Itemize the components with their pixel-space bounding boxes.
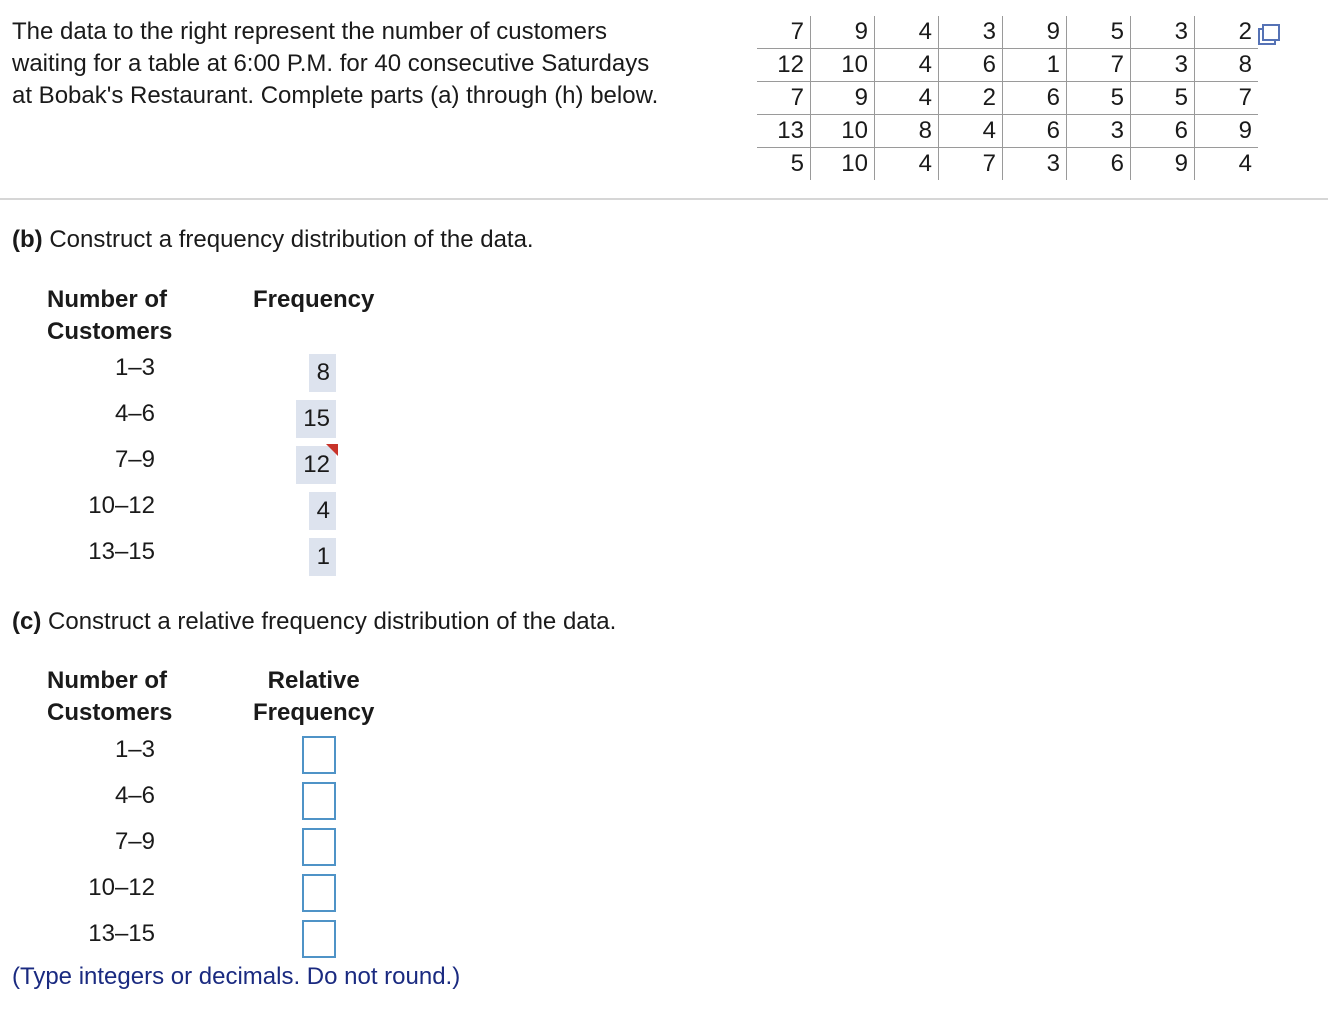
data-cell: 6 (1003, 82, 1067, 115)
frequency-answer-box[interactable] (296, 446, 336, 484)
data-cell: 10 (811, 49, 875, 82)
data-cell: 4 (875, 49, 939, 82)
frequency-range-label: 4–6 (114, 400, 155, 427)
data-cell: 9 (811, 16, 875, 49)
data-cell: 6 (1067, 148, 1131, 181)
part-c-heading (12, 607, 616, 637)
data-cell: 7 (757, 82, 811, 115)
relative-frequency-input[interactable] (302, 782, 336, 820)
part-b-label: (b) (12, 226, 43, 253)
part-c-col-relative-line1: Relative (267, 667, 360, 694)
data-cell: 7 (939, 148, 1003, 181)
data-cell: 3 (939, 16, 1003, 49)
data-cell: 12 (757, 49, 811, 82)
data-row (757, 115, 1258, 148)
part-b-text: Construct a frequency distribution of the data. (42, 226, 534, 253)
question-intro: The data to the right represent the number of customers waiting for a table at 6:00 P.M. for 40 consecutive Saturdays at Bobak's Restaurant. Complete parts (a) through (h) below. (12, 18, 659, 109)
data-cell: 3 (1067, 115, 1131, 148)
data-cell: 9 (811, 82, 875, 115)
data-cell: 5 (1131, 82, 1195, 115)
relative-frequency-input[interactable] (302, 736, 336, 774)
data-cell: 6 (1131, 115, 1195, 148)
relative-frequency-range-label: 7–9 (114, 828, 155, 855)
data-cell: 3 (1131, 16, 1195, 49)
data-cell: 7 (1195, 82, 1259, 115)
data-cell: 1 (1003, 49, 1067, 82)
section-divider (0, 198, 1328, 200)
data-cell: 4 (875, 148, 939, 181)
frequency-value: 4 (316, 497, 330, 524)
relative-frequency-range-label: 10–12 (88, 874, 155, 901)
part-b-heading (12, 225, 534, 255)
data-cell: 4 (1195, 148, 1259, 181)
data-cell: 9 (1003, 16, 1067, 49)
relative-frequency-input[interactable] (302, 874, 336, 912)
frequency-answer-box[interactable] (296, 400, 336, 438)
data-cell: 8 (1195, 49, 1259, 82)
part-b-col-customers-line2: Customers (47, 318, 173, 345)
frequency-value: 15 (303, 405, 330, 432)
part-b-col-customers-line1: Number of (47, 286, 167, 313)
data-cell: 5 (1067, 16, 1131, 49)
relative-frequency-range-label: 4–6 (114, 782, 155, 809)
frequency-value: 8 (316, 359, 330, 386)
relative-frequency-range-label: 1–3 (114, 736, 155, 763)
part-c-col-relative-line2: Frequency (253, 699, 375, 726)
data-cell: 6 (1003, 115, 1067, 148)
data-cell: 13 (757, 115, 811, 148)
data-cell: 4 (875, 16, 939, 49)
relative-frequency-range-label: 13–15 (88, 920, 155, 947)
data-cell: 7 (757, 16, 811, 49)
data-cell: 10 (811, 115, 875, 148)
part-b-col-customers (47, 284, 172, 348)
frequency-range-label: 13–15 (88, 538, 155, 565)
part-c-col-customers-line1: Number of (47, 667, 167, 694)
part-b-col-frequency: Frequency (253, 286, 375, 313)
frequency-value: 12 (303, 451, 330, 478)
data-cell: 7 (1067, 49, 1131, 82)
data-table (757, 16, 1258, 180)
part-c-label: (c) (12, 608, 42, 635)
data-cell: 4 (939, 115, 1003, 148)
data-row (757, 148, 1258, 181)
data-row (757, 16, 1258, 49)
data-cell: 3 (1003, 148, 1067, 181)
data-cell: 9 (1131, 148, 1195, 181)
data-cell: 5 (790, 150, 804, 177)
part-c-col-relative-frequency (253, 665, 374, 729)
data-cell: 2 (1195, 16, 1259, 49)
part-c-text: Construct a relative frequency distribution of the data. (41, 608, 617, 635)
data-cell: 5 (1067, 82, 1131, 115)
incorrect-flag-icon (326, 444, 338, 456)
data-cell: 6 (939, 49, 1003, 82)
data-row (757, 82, 1258, 115)
frequency-range-label: 1–3 (114, 354, 155, 381)
data-cell: 2 (939, 82, 1003, 115)
data-cell: 4 (875, 82, 939, 115)
frequency-answer-box[interactable] (309, 538, 336, 576)
frequency-range-label: 7–9 (114, 446, 155, 473)
copy-data-icon[interactable] (1257, 23, 1281, 47)
data-row (757, 49, 1258, 82)
frequency-range-label: 10–12 (88, 492, 155, 519)
part-c-col-customers (47, 665, 172, 729)
part-c-col-customers-line2: Customers (47, 699, 173, 726)
relative-frequency-input[interactable] (302, 828, 336, 866)
data-cell: 3 (1131, 49, 1195, 82)
data-cell: 8 (875, 115, 939, 148)
data-cell: 9 (1195, 115, 1259, 148)
frequency-answer-box[interactable] (309, 492, 336, 530)
frequency-value: 1 (316, 543, 330, 570)
data-cell: 10 (811, 148, 875, 181)
input-hint: (Type integers or decimals. Do not round.) (12, 963, 461, 990)
relative-frequency-input[interactable] (302, 920, 336, 958)
frequency-answer-box[interactable] (309, 354, 336, 392)
